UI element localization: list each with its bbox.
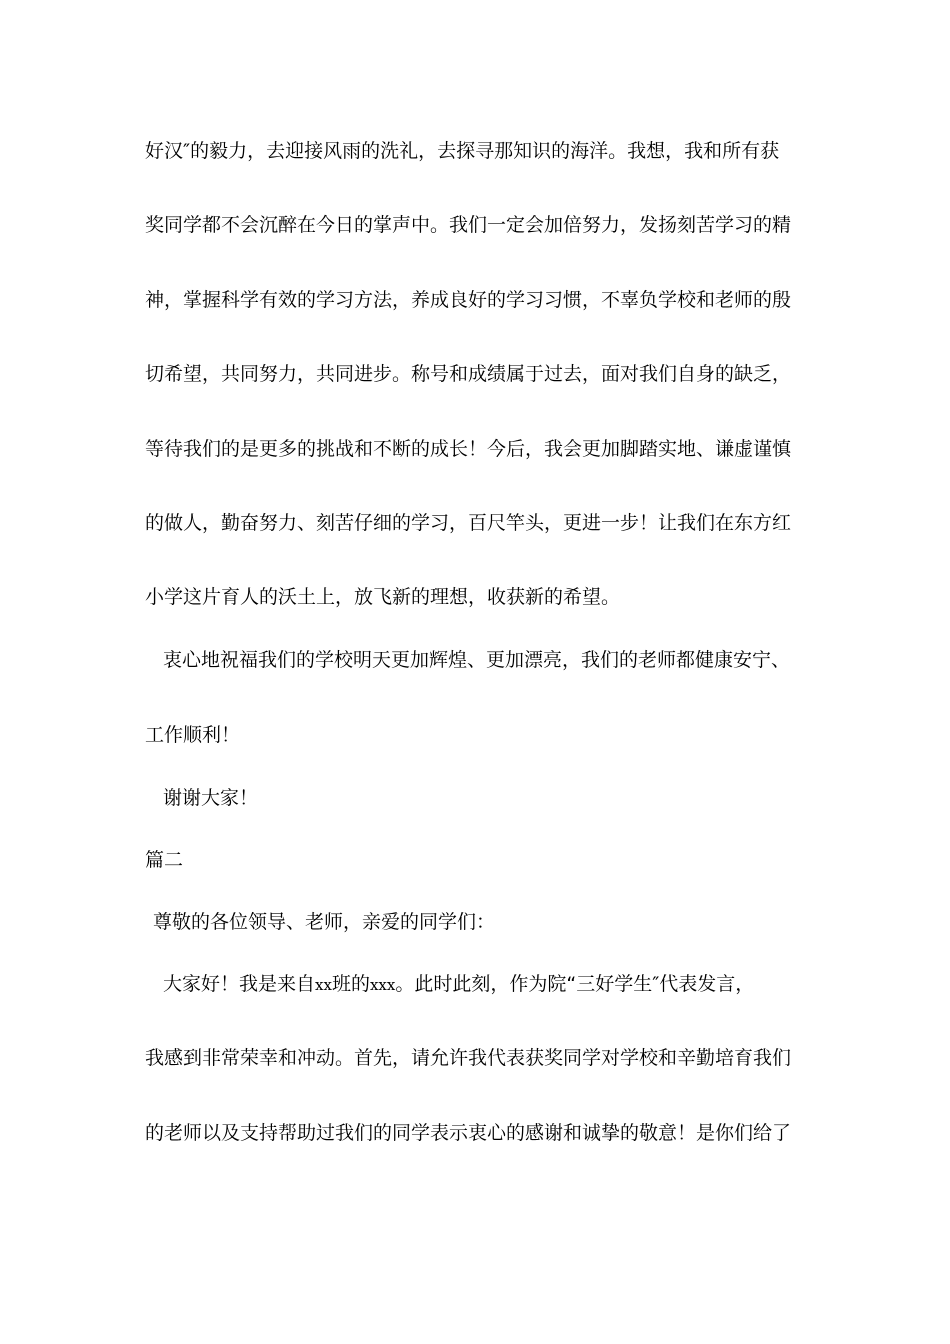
paragraph-line: 等待我们的是更多的挑战和不断的成长！今后，我会更加脚踏实地、谦虚谨慎 [145, 438, 792, 460]
intro-part2: 班的 [331, 973, 370, 995]
greeting-line: 尊敬的各位领导、老师，亲爱的同学们： [153, 911, 496, 933]
paragraph-line: 小学这片育人的沃土上，放飞新的理想，收获新的希望。 [145, 586, 621, 608]
class-code: xx [315, 976, 332, 994]
paragraph-line: 切希望，共同努力，共同进步。称号和成绩属于过去，面对我们自身的缺乏， [145, 363, 792, 385]
paragraph-line: 我感到非常荣幸和冲动。首先，请允许我代表获奖同学对学校和辛勤培育我们 [145, 1047, 792, 1069]
paragraph-line: 衷心地祝福我们的学校明天更加辉煌、更加漂亮，我们的老师都健康安宁、 [163, 649, 791, 671]
intro-part3: 。此时此刻，作为院“三好学生″代表发言， [395, 973, 755, 995]
paragraph-line: 的做人，勤奋努力、刻苦仔细的学习，百尺竿头，更进一步！让我们在东方红 [145, 512, 792, 534]
paragraph-line: 奖同学都不会沉醉在今日的掌声中。我们一定会加倍努力，发扬刻苦学习的精 [145, 214, 792, 236]
paragraph-line: 的老师以及支持帮助过我们的同学表示衷心的感谢和诚挚的敬意！是你们给了 [145, 1122, 792, 1144]
paragraph-line: 神，掌握科学有效的学习方法，养成良好的学习习惯，不辜负学校和老师的殷 [145, 289, 792, 311]
intro-part1: 大家好！我是来自 [163, 973, 316, 995]
paragraph-line: 工作顺利！ [145, 724, 241, 746]
name-code: xxx [369, 976, 396, 994]
closing-thanks: 谢谢大家！ [163, 787, 259, 809]
paragraph-line: 好汉″的毅力，去迎接风雨的洗礼，去探寻那知识的海洋。我想，我和所有获 [145, 140, 780, 162]
intro-line [163, 972, 823, 997]
section-title: 篇二 [145, 849, 184, 871]
